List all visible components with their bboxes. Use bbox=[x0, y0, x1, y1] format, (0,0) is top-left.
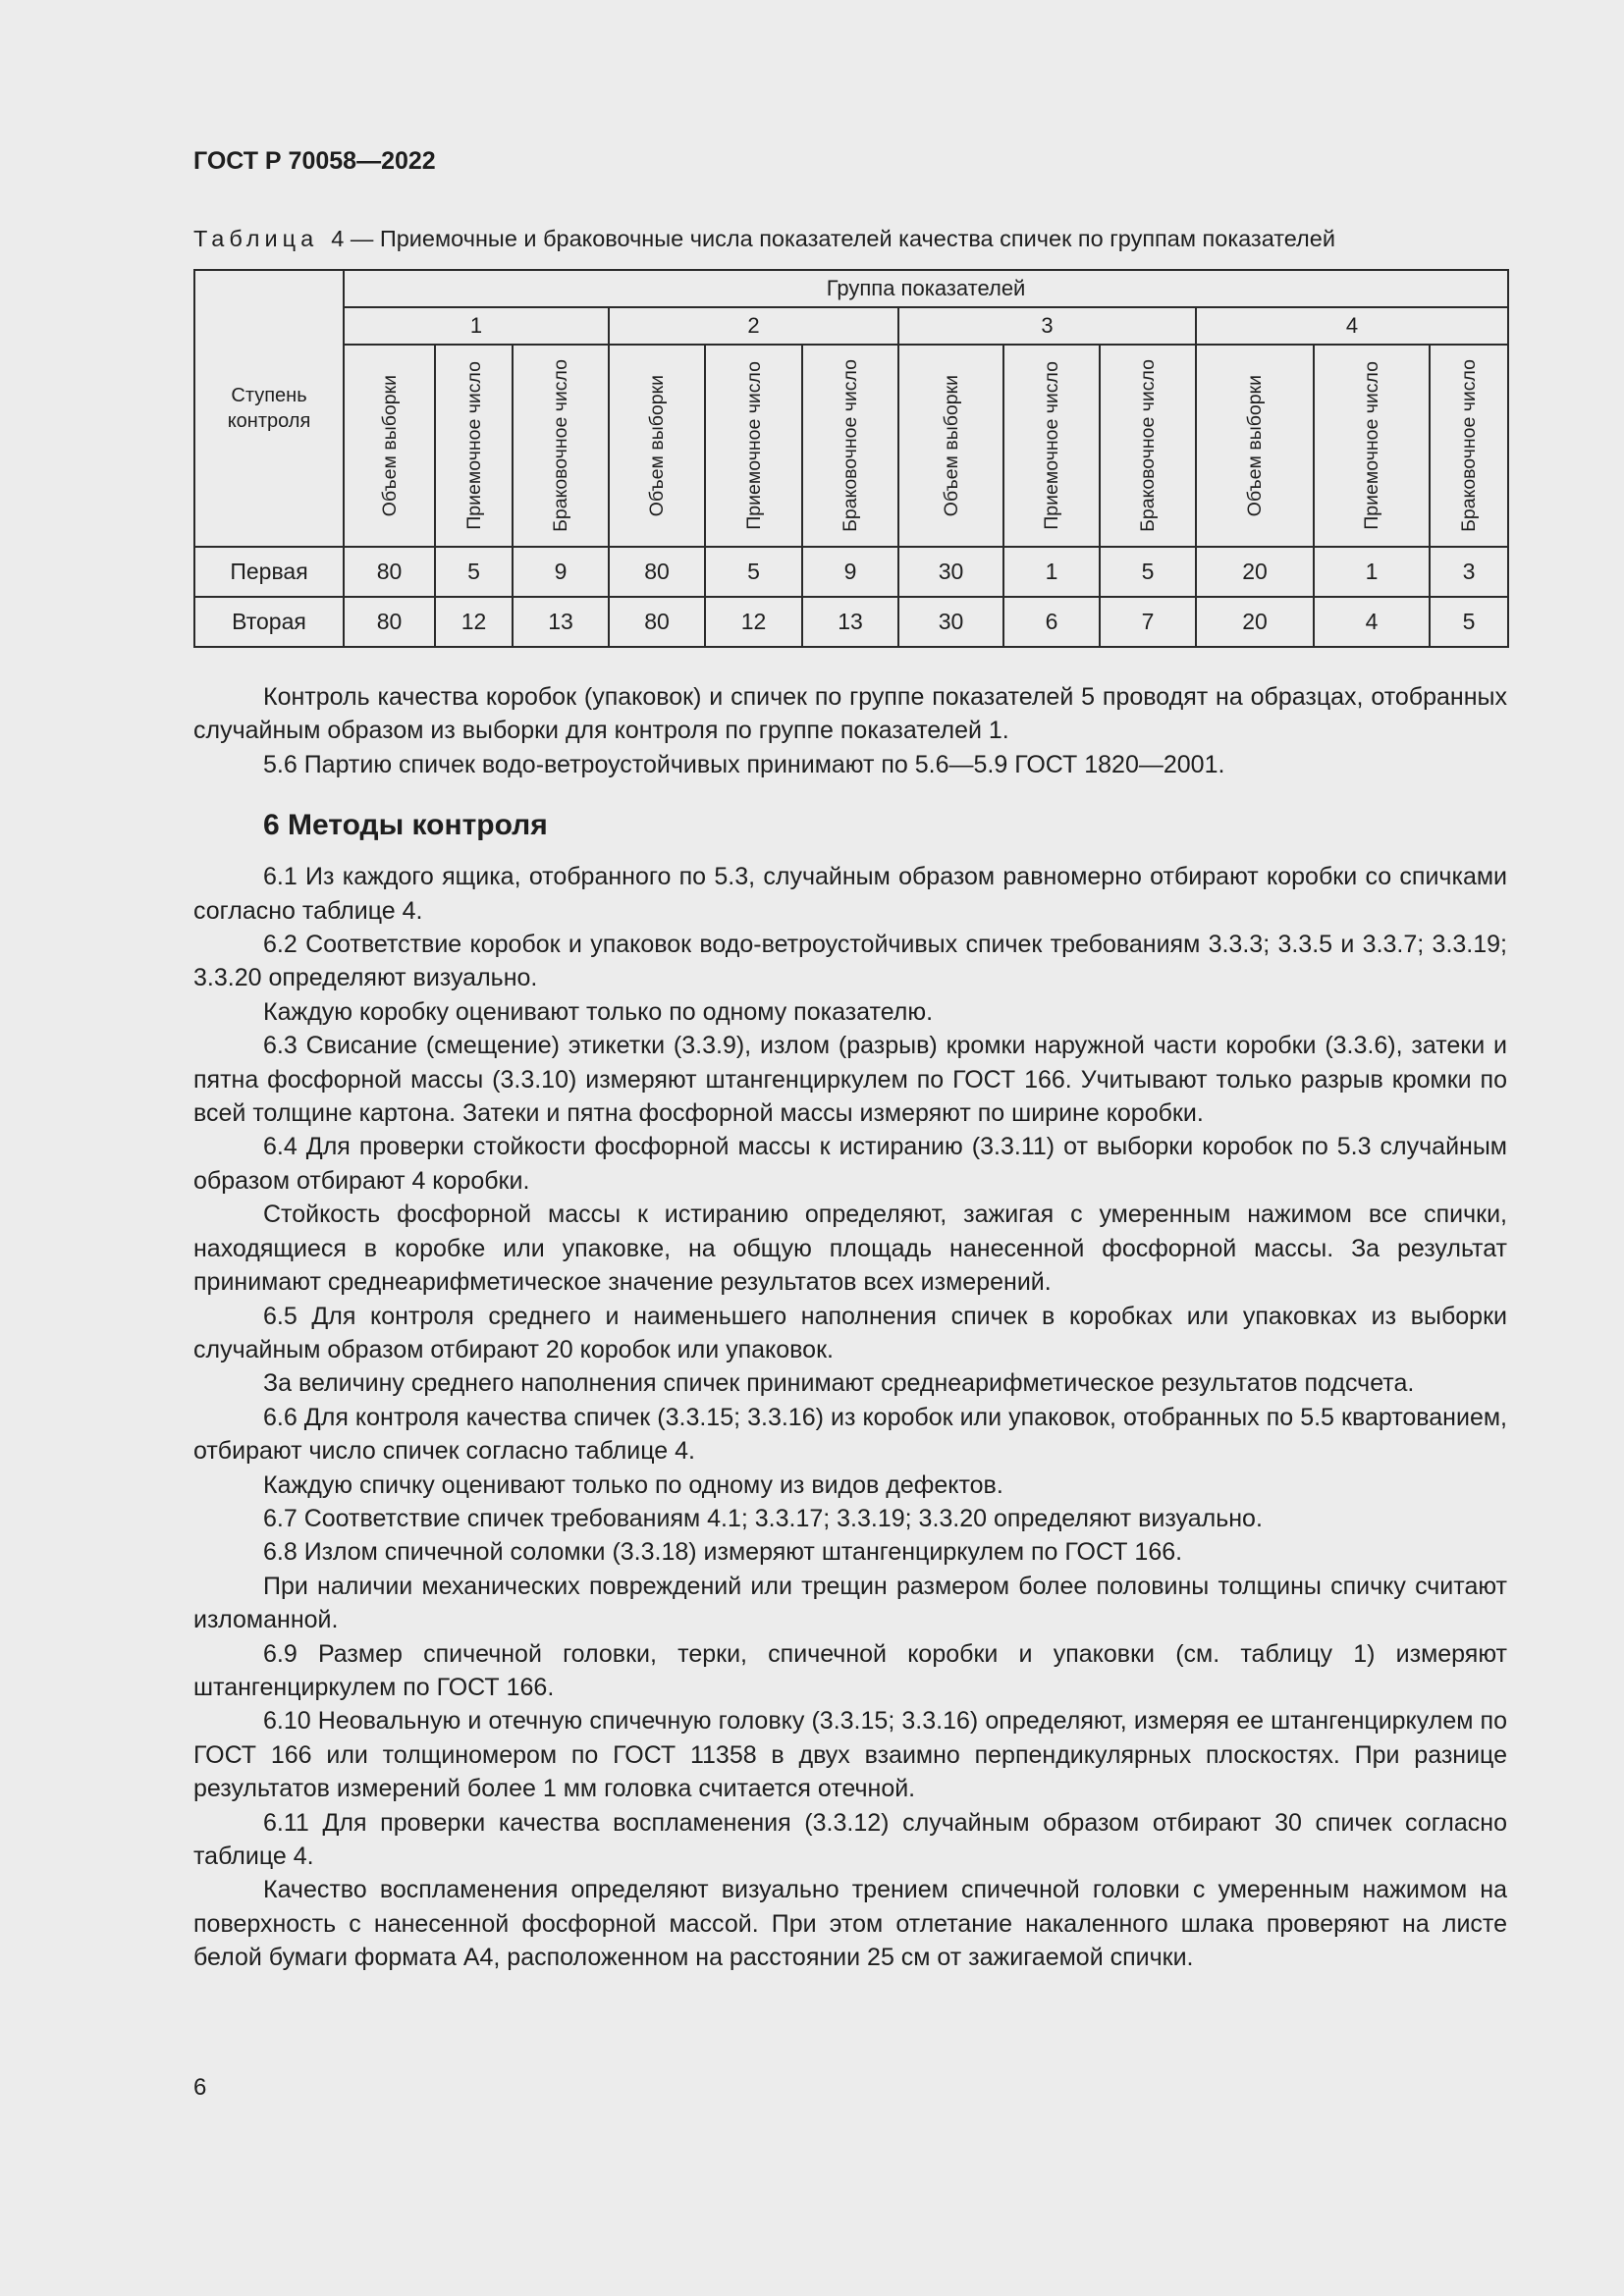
table-caption-text: 4 — Приемочные и браковочные числа показателей качества спичек по группам показателей bbox=[331, 226, 1335, 251]
stage-cell: Первая bbox=[194, 547, 344, 597]
value-cell: 80 bbox=[609, 547, 705, 597]
table-row bbox=[194, 597, 1508, 647]
paragraph: Стойкость фосфорной массы к истиранию определяют, зажигая с умеренным нажимом все спички, находящиеся в коробке или упаковке, на общую площадь нанесенной фосфорной массы. За результат принимают среднеарифметическое значение результатов всех измерений. bbox=[193, 1201, 1507, 1297]
value-cell: 80 bbox=[344, 597, 435, 647]
column-header: Браковочное число bbox=[1100, 345, 1196, 547]
value-cell: 80 bbox=[609, 597, 705, 647]
paragraph: 6.11 Для проверки качества воспламенения (3.3.12) случайным образом отбирают 30 спичек согласно таблице 4. bbox=[193, 1808, 1507, 1870]
table-row bbox=[194, 547, 1508, 597]
page-number: 6 bbox=[193, 2074, 207, 2101]
group-number: 2 bbox=[609, 307, 898, 345]
paragraph: 6.1 Из каждого ящика, отобранного по 5.3, случайным образом равномерно отбирают коробки со спичками согласно таблице 4. bbox=[193, 863, 1507, 925]
value-cell: 20 bbox=[1196, 597, 1314, 647]
value-cell: 5 bbox=[435, 547, 513, 597]
paragraph: 6.5 Для контроля среднего и наименьшего наполнения спичек в коробках или упаковках из выборки случайным образом отбирают 20 коробок или упаковок. bbox=[193, 1302, 1507, 1363]
value-cell: 4 bbox=[1314, 597, 1430, 647]
group-number: 1 bbox=[344, 307, 609, 345]
paragraph: 6.2 Соответствие коробок и упаковок водо-ветроустойчивых спичек требованиям 3.3.3; 3.3.5 и 3.3.7; 3.3.19; 3.3.20 определяют визуально. bbox=[193, 931, 1507, 992]
paragraph: 6.6 Для контроля качества спичек (3.3.15; 3.3.16) из коробок или упаковок, отобранных по 5.5 квартованием, отбирают число спичек согласно таблице 4. bbox=[193, 1403, 1507, 1466]
column-header: Объем выборки bbox=[609, 345, 705, 547]
column-header: Приемочное число bbox=[1314, 345, 1430, 547]
paragraph: Контроль качества коробок (упаковок) и спичек по группе показателей 5 проводят на образцах, отобранных случайным образом из выборки для контроля по группе показателей 1. bbox=[193, 683, 1507, 745]
document-code: ГОСТ Р 70058—2022 bbox=[193, 147, 436, 175]
column-header: Объем выборки bbox=[1196, 345, 1314, 547]
document-body bbox=[193, 680, 1507, 1975]
paragraph: 5.6 Партию спичек водо-ветроустойчивых принимают по 5.6—5.9 ГОСТ 1820—2001. bbox=[263, 750, 1225, 778]
table-caption-label: Таблица bbox=[193, 226, 319, 251]
paragraph: 6.9 Размер спичечной головки, терки, спичечной коробки и упаковки (см. таблицу 1) измеряют штангенциркулем по ГОСТ 166. bbox=[193, 1639, 1507, 1701]
value-cell: 9 bbox=[802, 547, 898, 597]
section-title: 6 Методы контроля bbox=[263, 809, 548, 842]
paragraph: Качество воспламенения определяют визуально трением спичечной головки с умеренным нажимом на поверхность с нанесенной фосфорной массой. При этом отлетание накаленного шлака проверяют на листе белой бумаги формата А4, расположенном на расстоянии 25 см от зажигаемой спички. bbox=[193, 1876, 1507, 1972]
value-cell: 5 bbox=[1430, 597, 1508, 647]
value-cell: 9 bbox=[513, 547, 609, 597]
group-number: 4 bbox=[1196, 307, 1508, 345]
value-cell: 1 bbox=[1003, 547, 1100, 597]
value-cell: 5 bbox=[1100, 547, 1196, 597]
value-cell: 6 bbox=[1003, 597, 1100, 647]
value-cell: 1 bbox=[1314, 547, 1430, 597]
value-cell: 30 bbox=[898, 547, 1003, 597]
paragraph: 6.10 Неовальную и отечную спичечную головку (3.3.15; 3.3.16) определяют, измеряя ее штангенциркулем по ГОСТ 166 или толщиномером по ГОСТ 11358 в двух взаимно перпендикулярных плоскостях. При разнице результатов измерений более 1 мм головка считается отечной. bbox=[193, 1707, 1507, 1803]
stage-cell: Вторая bbox=[194, 597, 344, 647]
value-cell: 20 bbox=[1196, 547, 1314, 597]
indicators-table bbox=[193, 269, 1509, 648]
value-cell: 13 bbox=[802, 597, 898, 647]
column-header: Объем выборки bbox=[344, 345, 435, 547]
value-cell: 30 bbox=[898, 597, 1003, 647]
paragraph: 6.8 Излом спичечной соломки (3.3.18) измеряют штангенциркулем по ГОСТ 166. bbox=[263, 1538, 1183, 1567]
paragraph: Каждую спичку оценивают только по одному из видов дефектов. bbox=[263, 1470, 1003, 1499]
paragraph: При наличии механических повреждений или трещин размером более половины толщины спичку считают изломанной. bbox=[193, 1572, 1507, 1634]
paragraph: 6.7 Соответствие спичек требованиям 4.1; 3.3.17; 3.3.19; 3.3.20 определяют визуально. bbox=[263, 1504, 1263, 1532]
column-header: Объем выборки bbox=[898, 345, 1003, 547]
value-cell: 80 bbox=[344, 547, 435, 597]
value-cell: 12 bbox=[705, 597, 802, 647]
column-header: Приемочное число bbox=[435, 345, 513, 547]
value-cell: 12 bbox=[435, 597, 513, 647]
column-header: Приемочное число bbox=[705, 345, 802, 547]
column-header: Браковочное число bbox=[802, 345, 898, 547]
value-cell: 5 bbox=[705, 547, 802, 597]
paragraph: 6.4 Для проверки стойкости фосфорной массы к истиранию (3.3.11) от выборки коробок по 5.3 случайным образом отбирают 4 коробки. bbox=[193, 1133, 1507, 1195]
value-cell: 13 bbox=[513, 597, 609, 647]
paragraph: 6.3 Свисание (смещение) этикетки (3.3.9), излом (разрыв) кромки наружной части коробки (3.3.6), затеки и пятна фосфорной массы (3.3.10) измеряют штангенциркулем по ГОСТ 166. Учитывают только разрыв кромки по всей толщине картона. Затеки и пятна фосфорной массы измеряют по ширине коробки. bbox=[193, 1032, 1507, 1128]
value-cell: 7 bbox=[1100, 597, 1196, 647]
group-header: Группа показателей bbox=[344, 270, 1508, 307]
column-header: Приемочное число bbox=[1003, 345, 1100, 547]
group-number: 3 bbox=[898, 307, 1196, 345]
value-cell: 3 bbox=[1430, 547, 1508, 597]
column-header: Браковочное число bbox=[513, 345, 609, 547]
column-header: Браковочное число bbox=[1430, 345, 1508, 547]
paragraph: Каждую коробку оценивают только по одному показателю. bbox=[263, 997, 934, 1026]
paragraph: За величину среднего наполнения спичек принимают среднеарифметическое результатов подсчета. bbox=[263, 1369, 1415, 1398]
table-caption bbox=[193, 226, 1335, 252]
stage-header: Ступень контроля bbox=[194, 270, 344, 547]
